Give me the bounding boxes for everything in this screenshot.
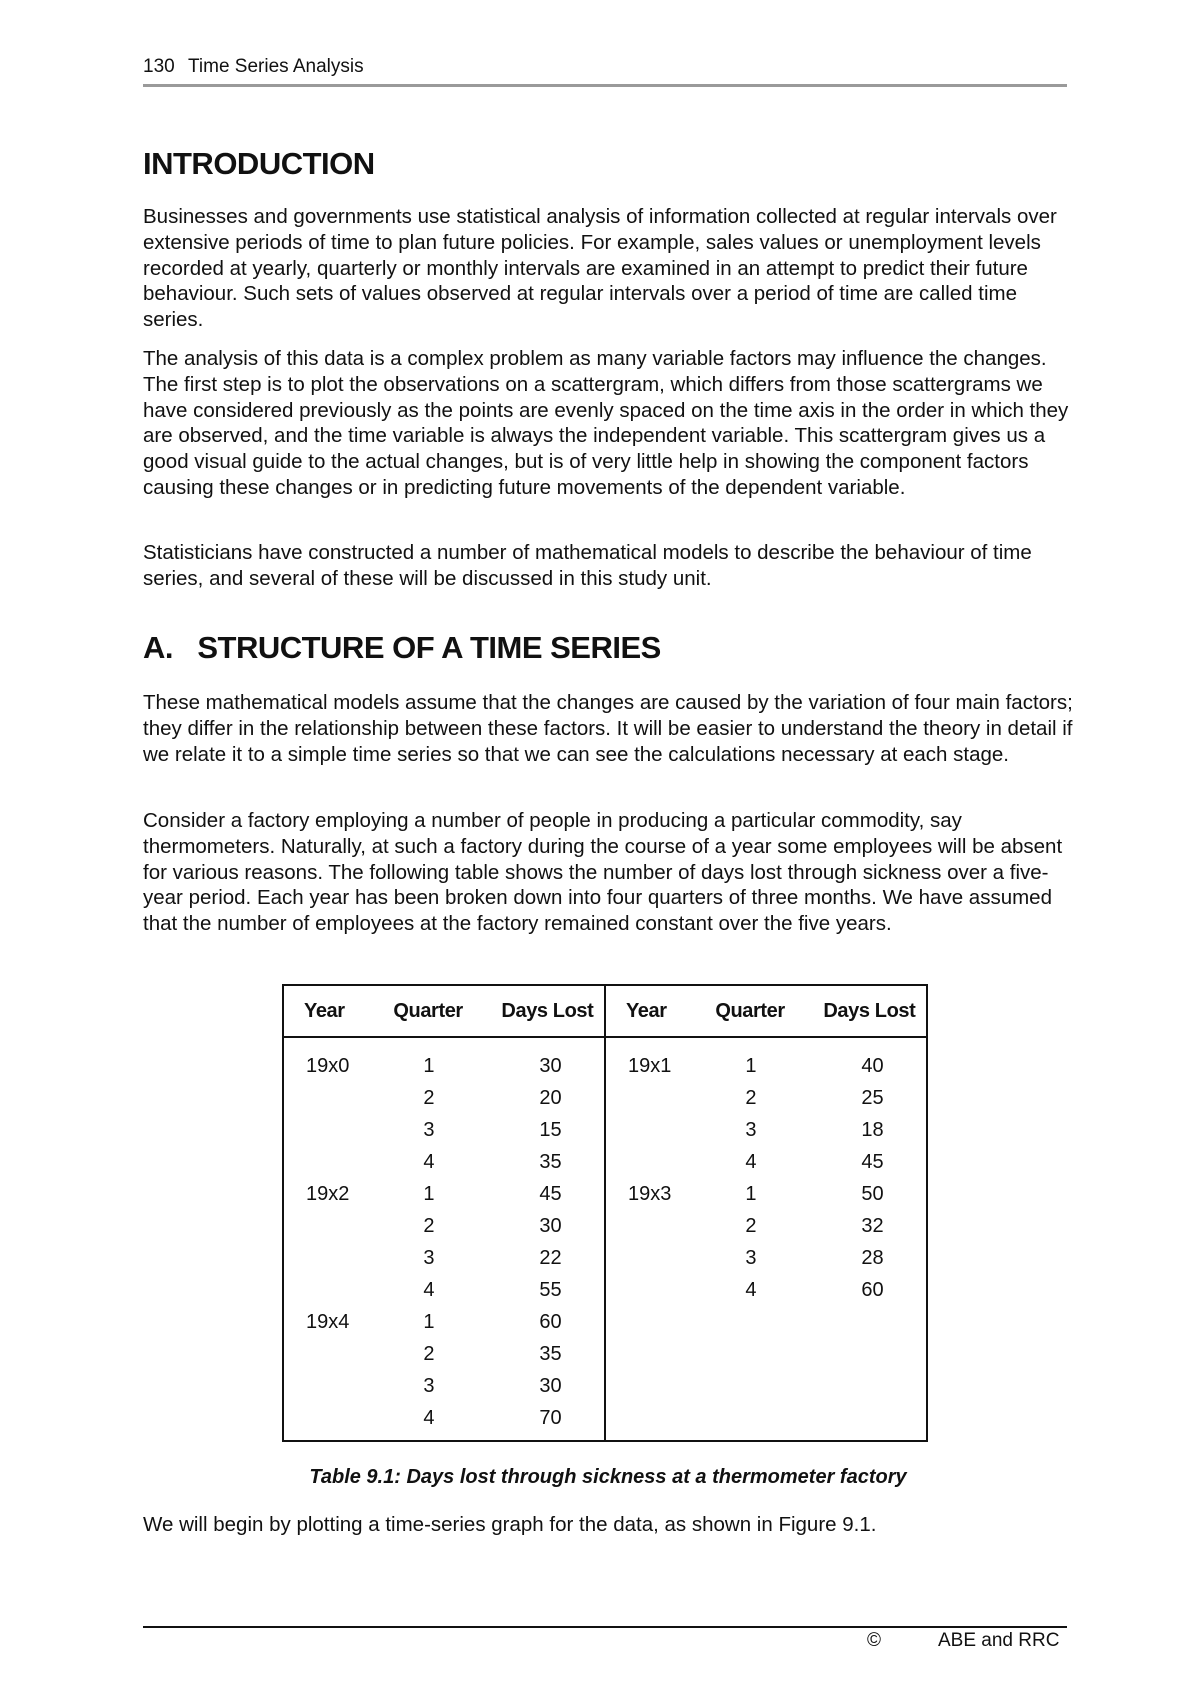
cell-days-lost: 70	[539, 1406, 562, 1429]
cell-days-lost: 55	[539, 1278, 562, 1301]
header-days-lost-right: Days Lost	[815, 985, 927, 1037]
cell-year	[605, 1210, 707, 1242]
cell-days-lost: 40	[861, 1054, 884, 1077]
cell-days-lost: 20	[539, 1086, 562, 1109]
cell-year	[283, 1370, 385, 1402]
header-quarter-left: Quarter	[385, 985, 493, 1037]
cell-year	[605, 1114, 707, 1146]
footer-owner: ABE and RRC	[938, 1630, 1060, 1651]
cell-days-lost: 35	[539, 1342, 562, 1365]
cell-year: 19x3	[605, 1178, 707, 1210]
cell-quarter: 2	[745, 1214, 757, 1237]
cell-year	[283, 1338, 385, 1370]
table-header-row	[283, 985, 927, 1037]
cell-quarter: 3	[423, 1246, 435, 1269]
cell-quarter: 1	[745, 1054, 757, 1077]
cell-quarter: 1	[423, 1054, 435, 1077]
cell-year	[283, 1210, 385, 1242]
days-lost-table	[282, 984, 928, 1442]
cell-year	[605, 1306, 707, 1338]
cell-year	[605, 1242, 707, 1274]
cell-year: 19x0	[306, 1054, 350, 1077]
cell-days-lost: 60	[861, 1278, 884, 1301]
table-row	[283, 1178, 927, 1210]
cell-days-lost: 50	[861, 1182, 884, 1205]
cell-days-lost: 25	[861, 1086, 884, 1109]
cell-quarter	[707, 1306, 815, 1338]
cell-days-lost: 30	[539, 1214, 562, 1237]
cell-days-lost: 30	[539, 1374, 562, 1397]
cell-quarter	[707, 1402, 815, 1441]
cell-year	[605, 1370, 707, 1402]
page-header	[143, 56, 1067, 87]
section-a-paragraph-2: Consider a factory employing a number of people in producing a particular commodity, say thermometers. Naturally, at such a factory during the course of a year some employees will be absent for various reasons. The following table shows the number of days lost through sickness over a five-year period. Each year has been broken down into four quarters of three months. We have assumed that the number of employees at the factory remained constant over the five years.	[143, 809, 1063, 936]
page-number: 130	[143, 56, 175, 77]
cell-quarter: 4	[423, 1278, 435, 1301]
header-year-left: Year	[283, 985, 385, 1037]
cell-year	[605, 1082, 707, 1114]
closing-paragraph: We will begin by plotting a time-series graph for the data, as shown in Figure 9.1.	[143, 1513, 877, 1536]
cell-year	[283, 1274, 385, 1306]
cell-quarter: 2	[423, 1086, 435, 1109]
cell-quarter: 3	[423, 1118, 435, 1141]
cell-quarter: 2	[745, 1086, 757, 1109]
cell-days-lost: 30	[539, 1054, 562, 1077]
cell-year	[283, 1114, 385, 1146]
copyright-symbol: ©	[867, 1630, 881, 1651]
section-a-paragraph-1: These mathematical models assume that the changes are caused by the variation of four main factors; they differ in the relationship between these factors. It will be easier to understand the theory in detail if we relate it to a simple time series so that we can see the calculations necessary at each stage.	[143, 691, 1073, 766]
intro-paragraph-3: Statisticians have constructed a number of mathematical models to describe the behaviour of time series, and several of these will be discussed in this study unit.	[143, 541, 1032, 590]
cell-quarter	[707, 1338, 815, 1370]
footer-rule	[143, 1626, 1067, 1628]
cell-year: 19x1	[605, 1037, 707, 1082]
table-row	[283, 1037, 927, 1082]
cell-quarter: 2	[423, 1342, 435, 1365]
table-body	[283, 1037, 927, 1441]
cell-year	[283, 1242, 385, 1274]
cell-year	[283, 1402, 385, 1441]
table-row	[283, 1306, 927, 1338]
cell-days-lost: 32	[861, 1214, 884, 1237]
table-row	[283, 1370, 927, 1402]
cell-year: 19x2	[306, 1182, 350, 1205]
header-quarter-right: Quarter	[707, 985, 815, 1037]
cell-quarter: 4	[423, 1406, 435, 1429]
cell-days-lost: 18	[861, 1118, 884, 1141]
cell-year	[605, 1146, 707, 1178]
table-row	[283, 1338, 927, 1370]
cell-days-lost: 22	[539, 1246, 562, 1269]
intro-paragraph-1: Businesses and governments use statistical analysis of information collected at regular intervals over extensive periods of time to plan future policies. For example, sales values or unemployment levels recorded at yearly, quarterly or monthly intervals are examined in an attempt to predict their future behaviour. Such sets of values observed at regular intervals over a period of time are called time series.	[143, 205, 1057, 332]
cell-quarter: 4	[745, 1278, 757, 1301]
cell-year	[605, 1402, 707, 1441]
cell-days-lost: 45	[861, 1150, 884, 1173]
cell-quarter	[707, 1370, 815, 1402]
table-row	[283, 1146, 927, 1178]
section-a-heading: A. STRUCTURE OF A TIME SERIES	[143, 630, 661, 665]
table-row	[283, 1082, 927, 1114]
table-row	[283, 1274, 927, 1306]
cell-days-lost: 35	[539, 1150, 562, 1173]
table-row	[283, 1242, 927, 1274]
running-title: Time Series Analysis	[188, 56, 364, 77]
cell-quarter: 2	[423, 1214, 435, 1237]
cell-year	[605, 1338, 707, 1370]
intro-heading: INTRODUCTION	[143, 146, 375, 181]
cell-days-lost: 15	[539, 1118, 562, 1141]
cell-quarter: 3	[745, 1118, 757, 1141]
cell-days-lost	[815, 1338, 927, 1370]
cell-year	[283, 1082, 385, 1114]
cell-year	[283, 1146, 385, 1178]
cell-year: 19x4	[306, 1310, 350, 1333]
header-days-lost-left: Days Lost	[493, 985, 605, 1037]
cell-year	[605, 1274, 707, 1306]
cell-days-lost	[815, 1370, 927, 1402]
cell-quarter: 4	[423, 1150, 435, 1173]
cell-quarter: 3	[745, 1246, 757, 1269]
table-row	[283, 1114, 927, 1146]
cell-quarter: 1	[745, 1182, 757, 1205]
cell-days-lost: 45	[539, 1182, 562, 1205]
table-caption: Table 9.1: Days lost through sickness at a thermometer factory	[309, 1466, 907, 1488]
cell-days-lost: 28	[861, 1246, 884, 1269]
intro-paragraph-2: The analysis of this data is a complex problem as many variable factors may influence the changes. The first step is to plot the observations on a scattergram, which differs from those scattergrams we have considered previously as the points are evenly spaced on the time axis in the order in which they are observed, and the time variable is always the independent variable. This scattergram gives us a good visual guide to the actual changes, but is of very little help in showing the component factors causing these changes or in predicting future movements of the dependent variable.	[143, 347, 1069, 499]
cell-days-lost	[815, 1306, 927, 1338]
cell-quarter: 4	[745, 1150, 757, 1173]
table-row	[283, 1402, 927, 1441]
table-row	[283, 1210, 927, 1242]
cell-days-lost: 60	[539, 1310, 562, 1333]
cell-quarter: 1	[423, 1182, 435, 1205]
cell-quarter: 3	[423, 1374, 435, 1397]
cell-quarter: 1	[423, 1310, 435, 1333]
cell-days-lost	[815, 1402, 927, 1441]
header-year-right: Year	[605, 985, 707, 1037]
